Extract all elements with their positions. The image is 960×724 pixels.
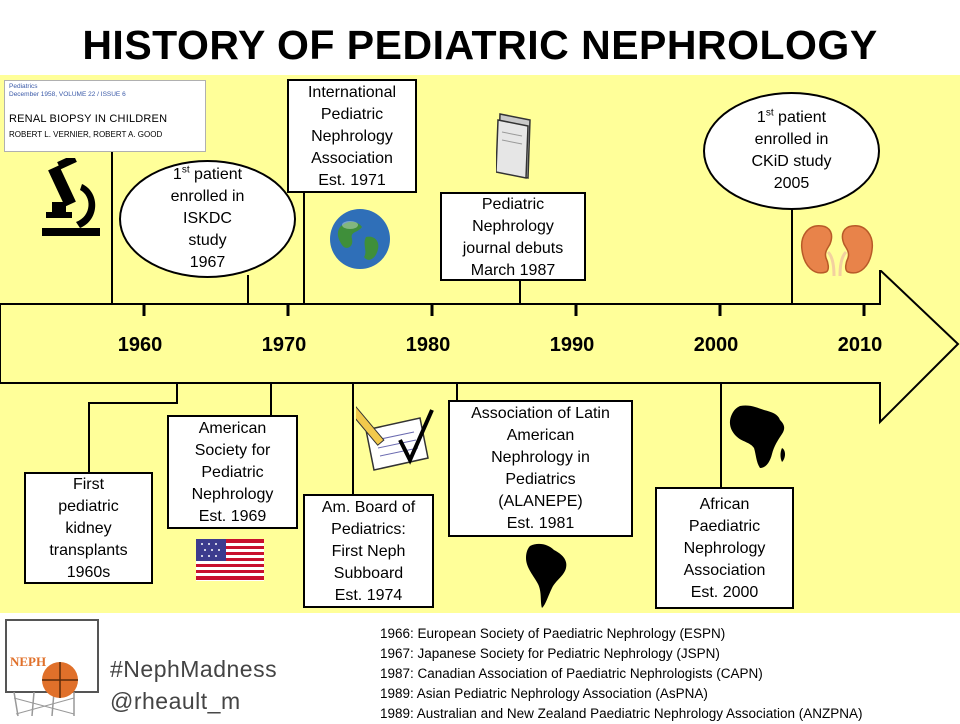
paper-authors: ROBERT L. VERNIER, ROBERT A. GOOD [9, 130, 163, 139]
year-label-1980: 1980 [405, 334, 451, 356]
page-title: HISTORY OF PEDIATRIC NEPHROLOGY [82, 22, 878, 68]
year-label-2010: 2010 [837, 334, 883, 356]
twitter-handle: @rheault_m [110, 688, 241, 714]
ckid-line1: 1st patient [756, 107, 827, 126]
paper-journal: Pediatrics [9, 83, 38, 90]
alanepe-box [448, 400, 633, 537]
ipna-line3: Nephrology [311, 128, 393, 145]
afpna-line4: Association [683, 562, 766, 579]
abp-line4: Subboard [333, 565, 404, 582]
journal-line1: Pediatric [481, 196, 545, 213]
aspn-box [167, 415, 298, 529]
ipna-line4: Association [311, 150, 393, 167]
note-espn: 1966: European Society of Paediatric Nephrology (ESPN) [380, 626, 726, 641]
afpna-line3: Nephrology [683, 540, 766, 557]
abp-line1: Am. Board of [321, 499, 416, 516]
iskdc-sup: st [181, 164, 190, 176]
kidney-icon [800, 222, 874, 278]
note-aspna: 1989: Asian Pediatric Nephrology Association (AsPNA) [380, 686, 708, 701]
journal-line2: Nephrology [472, 218, 554, 235]
abp-line3: First Neph [331, 543, 406, 560]
us-flag-icon [196, 539, 264, 581]
note-anzpna: 1989: Australian and New Zealand Paediatric Nephrology Association (ANZPNA) [380, 706, 863, 721]
iskdc-line3: ISKDC [183, 210, 232, 227]
afpna-box [655, 487, 794, 609]
transplants-line4: transplants [49, 542, 128, 559]
alanepe-line2: American [506, 427, 575, 444]
hashtag: #NephMadness [110, 656, 278, 682]
ipna-line1: International [307, 84, 397, 101]
afpna-line1: African [699, 496, 750, 513]
year-label-1970: 1970 [261, 334, 307, 356]
logo-text: NEPH [10, 654, 47, 669]
iskdc-line5: 1967 [189, 254, 226, 271]
transplants-box [24, 472, 153, 584]
paper-citation [4, 80, 206, 152]
transplants-line5: 1960s [66, 564, 111, 581]
journal-icon [496, 112, 536, 180]
afpna-line2: Paediatric [688, 518, 761, 535]
transplants-line1: First [72, 476, 105, 493]
abp-box [303, 494, 434, 608]
paper-title: RENAL BIOPSY IN CHILDREN [9, 113, 168, 125]
transplants-line2: pediatric [58, 498, 119, 515]
ckid-line3: CKiD study [751, 153, 832, 170]
alanepe-line3: Nephrology in [491, 449, 590, 466]
ipna-box [287, 79, 417, 193]
aspn-line2: Society for [194, 442, 271, 459]
checklist-icon [356, 400, 434, 474]
year-label-1960: 1960 [117, 334, 163, 356]
society-notes [380, 624, 863, 724]
alanepe-line6: Est. 1981 [506, 515, 575, 532]
microscope-icon [42, 158, 102, 236]
aspn-line4: Nephrology [191, 486, 274, 503]
globe-icon [328, 207, 392, 271]
south-america-icon [524, 542, 568, 610]
aspn-line3: Pediatric [201, 464, 264, 481]
year-label-1990: 1990 [549, 334, 595, 356]
ckid-sup: st [765, 107, 774, 119]
africa-icon [728, 404, 788, 470]
year-label-2000: 2000 [693, 334, 739, 356]
journal-box [440, 192, 586, 281]
afpna-line5: Est. 2000 [690, 584, 759, 601]
ipna-line2: Pediatric [320, 106, 384, 123]
iskdc-oval [119, 160, 296, 278]
journal-line3: journal debuts [462, 240, 564, 257]
transplants-line3: kidney [65, 520, 112, 537]
note-capn: 1987: Canadian Association of Paediatric Nephrologists (CAPN) [380, 666, 763, 681]
ckid-line4: 2005 [773, 175, 810, 192]
aspn-line5: Est. 1969 [198, 508, 267, 525]
aspn-line1: American [198, 420, 267, 437]
iskdc-line4: study [188, 232, 227, 249]
ipna-line5: Est. 1971 [318, 172, 386, 189]
ckid-oval [703, 92, 880, 210]
iskdc-line2: enrolled in [170, 188, 245, 205]
alanepe-line1: Association of Latin [471, 405, 610, 422]
abp-line2: Pediatrics: [331, 521, 406, 538]
alanepe-line4: Pediatrics [505, 471, 576, 488]
paper-issue: December 1958, VOLUME 22 / ISSUE 6 [9, 91, 126, 98]
journal-line4: March 1987 [470, 262, 556, 279]
ckid-line2: enrolled in [754, 131, 829, 148]
alanepe-line5: (ALANEPE) [498, 493, 583, 510]
iskdc-line1: 1st patient [172, 164, 243, 183]
abp-line5: Est. 1974 [334, 587, 403, 604]
note-jspn: 1967: Japanese Society for Pediatric Nephrology (JSPN) [380, 646, 720, 661]
